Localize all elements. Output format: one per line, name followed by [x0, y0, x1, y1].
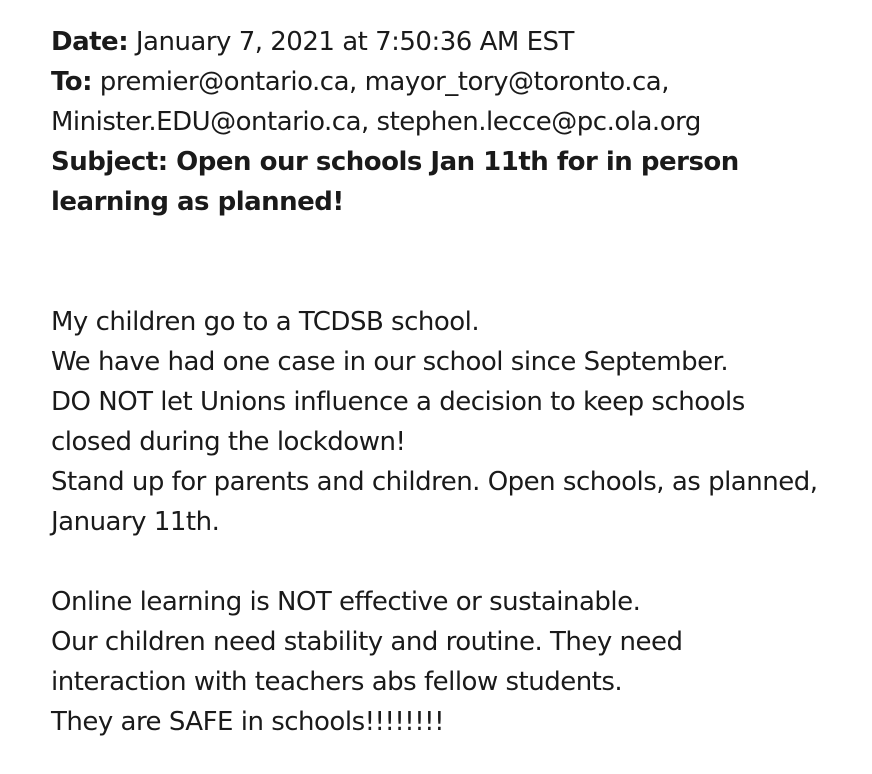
- to-recipients-line1[interactable]: premier@ontario.ca, mayor_tory@toronto.ca,: [92, 67, 669, 97]
- date-line: [51, 22, 872, 62]
- subject-line2: learning as planned!: [51, 187, 344, 217]
- body-line: They are SAFE in schools!!!!!!!!: [51, 707, 444, 737]
- to-recipients-line2[interactable]: Minister.EDU@ontario.ca, stephen.lecce@pc.ola.org: [51, 107, 701, 137]
- body-line: interaction with teachers abs fellow students.: [51, 667, 623, 697]
- body-line: My children go to a TCDSB school.: [51, 307, 480, 337]
- body-line: DO NOT let Unions influence a decision to keep schools: [51, 387, 745, 417]
- to-line: [51, 62, 872, 102]
- email-header: [51, 22, 872, 222]
- body-paragraph-2: [51, 582, 872, 742]
- body-line: closed during the lockdown!: [51, 427, 406, 457]
- paragraph-spacer: [51, 542, 872, 582]
- date-value: January 7, 2021 at 7:50:36 AM EST: [128, 27, 574, 57]
- body-line: Online learning is NOT effective or sustainable.: [51, 587, 641, 617]
- body-line: Stand up for parents and children. Open schools, as planned,: [51, 467, 818, 497]
- subject-line1: Subject: Open our schools Jan 11th for in person: [51, 147, 739, 177]
- email-body: [51, 302, 872, 742]
- body-paragraph-1: [51, 302, 872, 542]
- date-label: Date:: [51, 27, 129, 57]
- body-line: We have had one case in our school since September.: [51, 347, 729, 377]
- body-line: January 11th.: [51, 507, 220, 537]
- body-line: Our children need stability and routine. They need: [51, 627, 683, 657]
- to-label: To:: [51, 67, 93, 97]
